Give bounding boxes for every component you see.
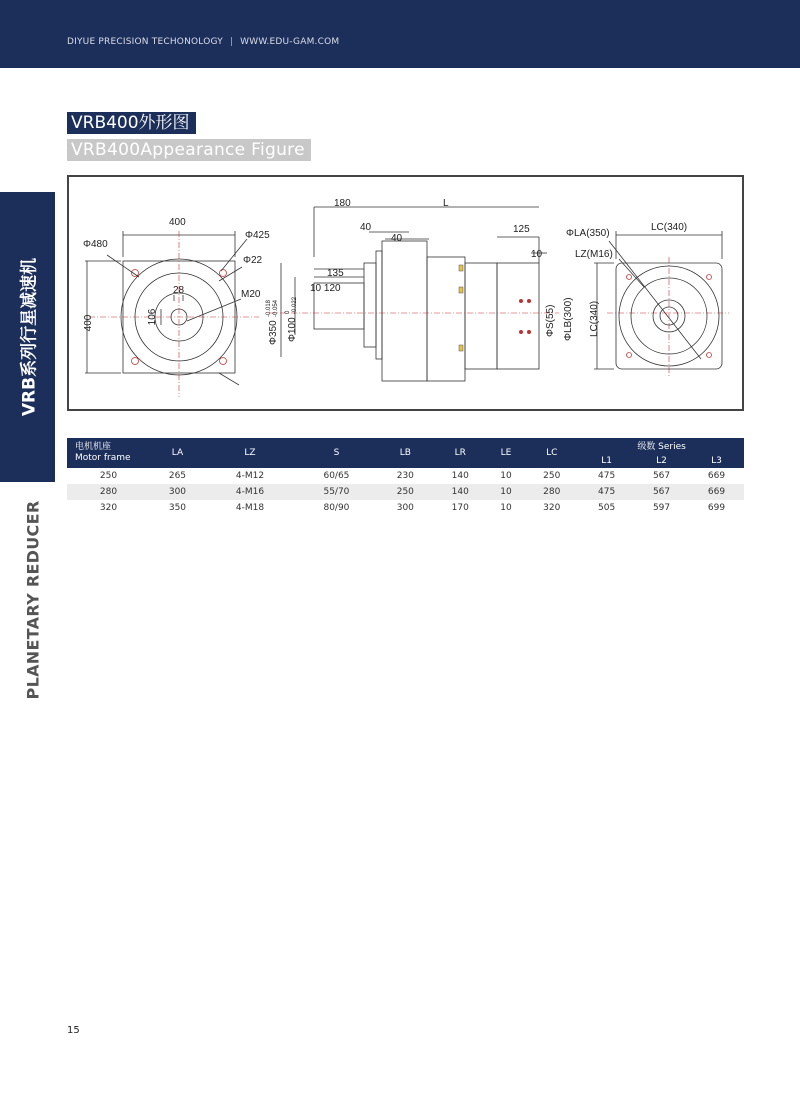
header-lz: LZ [205, 438, 295, 468]
header-separator: | [229, 37, 234, 47]
leader-la [609, 241, 701, 359]
bolt-hole [220, 358, 227, 365]
label-400-h: 400 [169, 217, 186, 228]
label-phi425: Φ425 [245, 230, 270, 241]
label-40b: 40 [391, 233, 403, 244]
label-lc: LC(340) [651, 222, 688, 233]
header-series: 级数 Series [579, 438, 744, 453]
cell-lr: 140 [433, 484, 488, 500]
cell-lb: 300 [396, 503, 414, 513]
title-cn: VRB400外形图 [67, 112, 196, 134]
cell-l2: 597 [652, 503, 671, 513]
cell-motor-frame: 280 [67, 484, 150, 500]
label-lz: LZ(M16) [575, 249, 613, 260]
side-tab-series-label: VRB系列行星减速机 [19, 257, 40, 417]
cell-motor-frame: 250 [99, 471, 118, 481]
label-180: 180 [334, 198, 351, 209]
cell-le: 10 [500, 471, 512, 481]
label-phi100: Φ100 [287, 317, 298, 342]
cell-l1: 505 [598, 503, 616, 513]
cell-lr: 170 [451, 503, 469, 513]
title-en: VRB400Appearance Figure [67, 139, 311, 161]
bolt-hole [132, 358, 139, 365]
header-lc: LC [524, 438, 579, 468]
cell-motor-frame: 320 [99, 503, 118, 513]
label-phi22: Φ22 [243, 255, 263, 266]
side-tab-series [0, 192, 55, 482]
bolt-hole [220, 270, 227, 277]
header-lr: LR [433, 438, 488, 468]
cell-la: 350 [168, 503, 187, 513]
label-10: 10 [531, 249, 543, 260]
label-phi100-tol-dn: -0.022 [292, 296, 298, 314]
label-28: 28 [173, 285, 185, 296]
cell-lb: 230 [396, 471, 414, 481]
cell-l1: 475 [598, 471, 616, 481]
label-phiLA: ΦLA(350) [566, 228, 610, 239]
cell-lr: 140 [451, 471, 469, 481]
cell-la: 300 [150, 484, 205, 500]
cell-lc: 250 [543, 471, 561, 481]
label-106: 106 [147, 308, 158, 326]
cell-l2: 567 [634, 484, 689, 500]
cell-lz: 4-M16 [205, 484, 295, 500]
side-tab-category [0, 488, 55, 713]
cell-s: 55/70 [295, 484, 378, 500]
cell-l2: 567 [652, 471, 671, 481]
label-135: 135 [327, 268, 344, 279]
cell-lz: 4-M18 [235, 503, 265, 513]
header-brand [67, 37, 339, 47]
cell-lc: 280 [524, 484, 579, 500]
company-name: DIYUE PRECISION TECHONOLOGY [67, 37, 223, 47]
label-lc-v: LC(340) [589, 300, 600, 337]
cell-le: 10 [488, 484, 525, 500]
spec-table [67, 438, 744, 516]
label-phi350-group [266, 299, 279, 345]
label-phi350: Φ350 [268, 320, 279, 345]
label-phiLB: ΦLB(300) [563, 297, 574, 341]
label-40a: 40 [360, 222, 372, 233]
table-row [67, 484, 744, 500]
label-10-120: 10 120 [310, 283, 341, 294]
cell-l3: 699 [707, 503, 726, 513]
cell-l1: 475 [579, 484, 634, 500]
cell-l3: 669 [689, 484, 744, 500]
label-phi480: Φ480 [83, 239, 108, 250]
label-phi350-tol-up: -0.018 [266, 299, 272, 317]
label-phiS: ΦS(55) [545, 304, 556, 337]
header-motor-frame [67, 438, 150, 468]
header-s: S [295, 438, 378, 468]
cell-la: 265 [168, 471, 187, 481]
motor-adapter [465, 263, 497, 369]
cell-lc: 320 [543, 503, 561, 513]
label-phi100-group [285, 296, 298, 342]
header-l1: L1 [579, 453, 634, 468]
spec-header-row-1 [67, 438, 744, 453]
header-motor-frame-cn: 电机机座 [75, 442, 112, 452]
cell-lb: 250 [378, 484, 433, 500]
header-l2: L2 [634, 453, 689, 468]
label-phi350-tol-dn: -0.054 [273, 299, 279, 317]
cell-s: 80/90 [323, 503, 350, 513]
label-125: 125 [513, 224, 530, 235]
table-row [67, 500, 744, 516]
label-m20: M20 [241, 289, 261, 300]
header-la: LA [150, 438, 205, 468]
side-tab-category-label: PLANETARY REDUCER [23, 500, 43, 700]
header-motor-frame-en: Motor frame [75, 453, 131, 463]
cell-s: 60/65 [323, 471, 350, 481]
header-lb: LB [378, 438, 433, 468]
header-bar [0, 0, 800, 68]
header-l3: L3 [689, 453, 744, 468]
cell-lz: 4-M12 [235, 471, 265, 481]
website-link[interactable]: WWW.EDU-GAM.COM [240, 37, 340, 47]
label-400-v: 400 [83, 314, 94, 332]
gear-housing [382, 241, 427, 381]
label-L: L [443, 198, 449, 209]
table-row [67, 468, 744, 484]
technical-drawing [67, 175, 744, 411]
cell-l3: 669 [707, 471, 726, 481]
label-phi100-tol-up: 0 [285, 310, 291, 314]
page-number: 15 [67, 1025, 80, 1036]
header-le: LE [488, 438, 525, 468]
cell-le: 10 [500, 503, 512, 513]
output-flange [364, 263, 376, 347]
drawing-svg [69, 177, 742, 409]
